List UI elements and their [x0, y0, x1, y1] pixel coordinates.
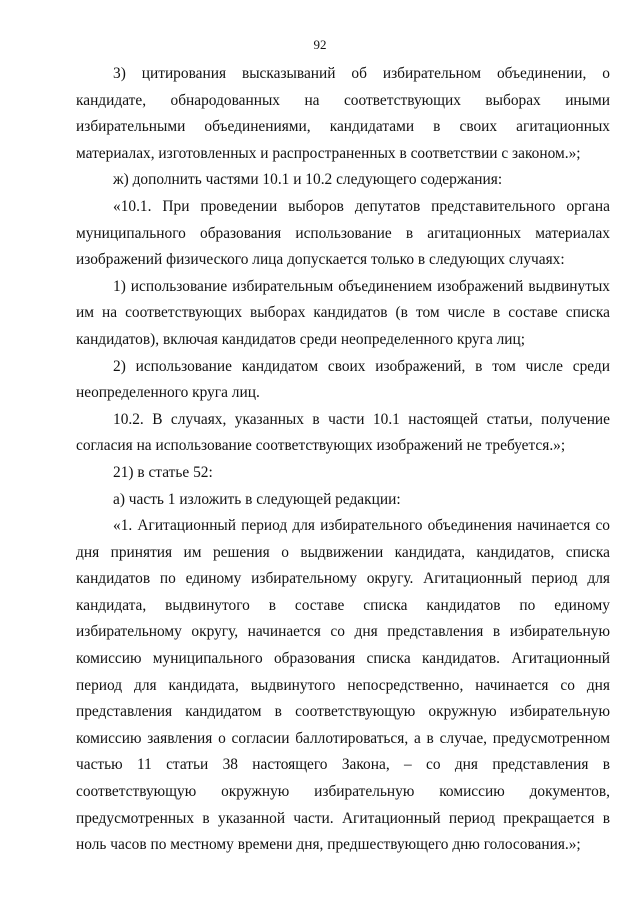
- page-number: 92: [313, 37, 327, 52]
- paragraph-article-52: 21) в статье 52:: [113, 463, 213, 481]
- paragraph-part-10-1: «10.1. При проведении выборов депутатов представительного органа муниципального образования использование в агитационных материалах изображений физического лица допускается только в следующих случаях:: [76, 197, 610, 269]
- document-body: [76, 61, 610, 859]
- paragraph-amendment-zh: ж) дополнить частями 10.1 и 10.2 следующего содержания:: [113, 171, 503, 189]
- paragraph-citation-clause: 3) цитирования высказываний об избирательном объединении, о кандидате, обнародованных на соответствующих выборах иными избирательными объединениями, кандидатами в своих агитационных материалах, изготовленных и распространенных в соответствии с законом.»;: [76, 65, 610, 162]
- paragraph-part-10-2: 10.2. В случаях, указанных в части 10.1 настоящей статьи, получение согласия на использование соответствующих изображений не требуется.»;: [76, 410, 610, 455]
- paragraph-item-1: 1) использование избирательным объединением изображений выдвинутых им на соответствующих выборах кандидатов (в том числе в составе списка кандидатов), включая кандидатов среди неопределенного круга лиц;: [76, 277, 610, 348]
- paragraph-amendment-a: а) часть 1 изложить в следующей редакции:: [113, 490, 401, 508]
- paragraph-part-1-new-text: «1. Агитационный период для избирательного объединения начинается со дня принятия им решения о выдвижении кандидата, кандидатов, списка кандидатов по единому избирательному округу. Агитационный период для кандидата, выдвинутого в составе списка кандидатов по единому избирательному округу, начинается со дня представления в избирательную комиссию муниципального образования списка кандидатов. Агитационный период для кандидата, выдвинутого непосредственно, начинается со дня представления кандидатом в соответствующую окружную избирательную комиссию заявления о согласии баллотироваться, а в случае, предусмотренном частью 11 статьи 38 настоящего Закона, – со дня представления в соответствующую окружную избирательную комиссию документов, предусмотренных в указанной части. Агитационный период прекращается в ноль часов по местному времени дня, предшествующего дню голосования.»;: [76, 517, 610, 854]
- paragraph-item-2: 2) использование кандидатом своих изображений, в том числе среди неопределенного круга лиц.: [76, 357, 610, 402]
